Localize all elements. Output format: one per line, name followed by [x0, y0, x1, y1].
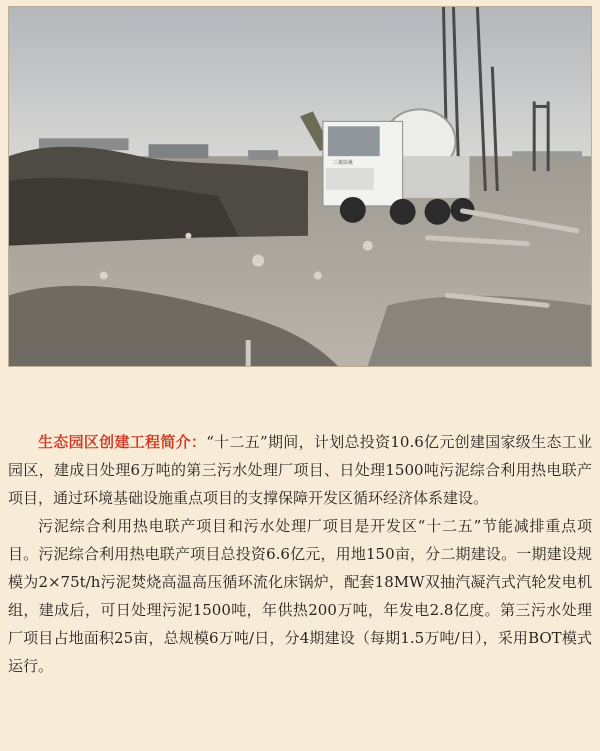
sky: [9, 7, 591, 156]
construction-site-photo: [8, 6, 592, 367]
paragraph-projects: 污泥综合利用热电联产项目和污水处理厂项目是开发区“十二五”节能减排重点项目。污泥综合利用热电联产项目总投资6.6亿元，用地150亩，分二期建设。一期建设规模为2×75t/h污泥焚烧高温高压循环流化床锅炉，配套18MW双抽汽凝汽式汽轮发电机组，建成后，可日处理污泥1500吨，年供热200万吨，年发电2.8亿度。第三污水处理厂项目占地面积25亩，总规模6万吨/日，分4期建设（每期1.5万吨/日），采用BOT模式运行。: [8, 517, 592, 675]
paragraph-intro: [8, 428, 592, 512]
article-heading: 生态园区创建工程简介：: [38, 433, 207, 451]
cement-mixer-truck: [323, 109, 474, 224]
paragraph-intro-text: “十二五”期间，计划总投资10.6亿元创建国家级生态工业园区，建成日处理6万吨的第三污水处理厂项目、日处理1500吨污泥综合利用热电联产项目，通过环境基础设施重点项目的支撑保障开发区循环经济体系建设。: [8, 433, 592, 507]
construction-site-illustration: [9, 7, 591, 366]
dirt-right: [368, 296, 591, 366]
svg-text:三菱扶桑: 三菱扶桑: [332, 160, 353, 167]
article: [8, 428, 592, 680]
